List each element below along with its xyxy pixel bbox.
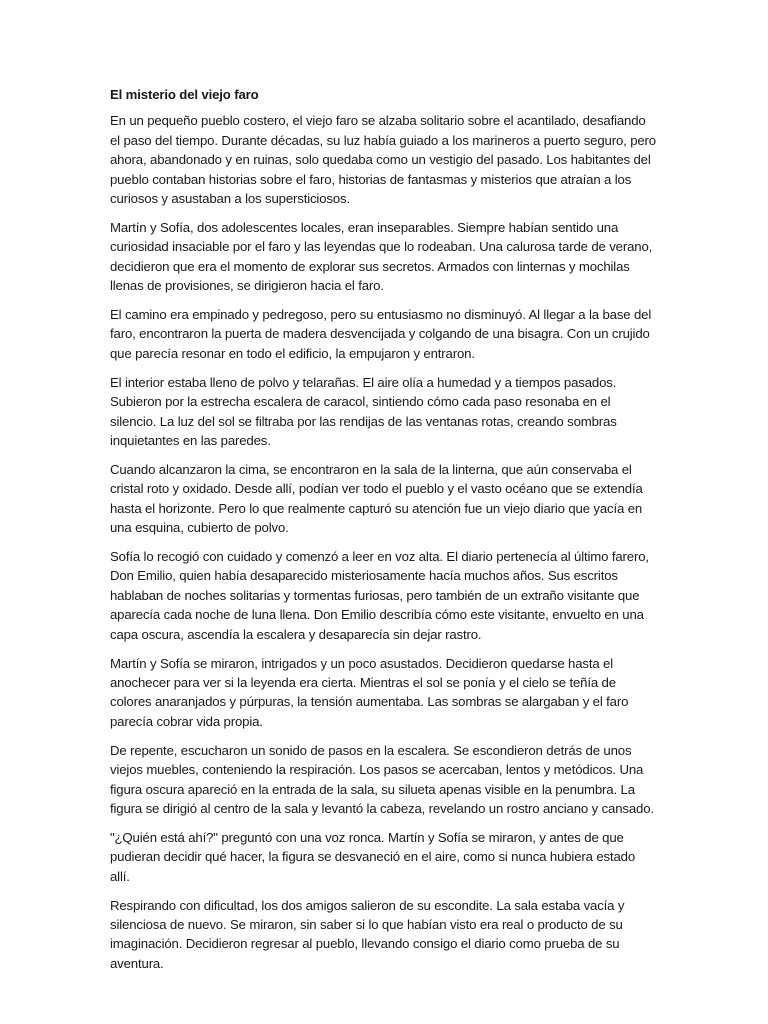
paragraph-9: "¿Quién está ahí?" preguntó con una voz ronca. Martín y Sofía se miraron, y antes de que pudieran decidir qué hacer, la figura se desvaneció en el aire, como si nunca hubiera estado allí. [110, 829, 636, 884]
document-body [110, 85, 658, 983]
paragraph-4: El interior estaba lleno de polvo y telarañas. El aire olía a humedad y a tiempos pasados. Subieron por la estrecha escalera de caracol, sintiendo cómo cada paso resonaba en el silencio. La luz del sol se filtraba por las rendijas de las ventanas rotas, creando sombras inquietantes en las paredes. [110, 374, 617, 448]
paragraph-10: Respirando con dificultad, los dos amigos salieron de su escondite. La sala estaba vacía y silenciosa de nuevo. Se miraron, sin saber si lo que habían visto era real o producto de su imaginación. Decidieron regresar al pueblo, llevando consigo el diario como prueba de su aventura. [110, 897, 625, 971]
paragraph-1: En un pequeño pueblo costero, el viejo faro se alzaba solitario sobre el acantilado, desafiando el paso del tiempo. Durante décadas, su luz había guiado a los marineros a puerto seguro, pero ahora, abandonado y en ruinas, solo quedaba como un vestigio del pasado. Los habitantes del pueblo contaban historias sobre el faro, historias de fantasmas y misterios que atraían a los curiosos y asustaban a los supersticiosos. [110, 113, 656, 207]
paragraph-8: De repente, escucharon un sonido de pasos en la escalera. Se escondieron detrás de unos viejos muebles, conteniendo la respiración. Los pasos se acercaban, lentos y metódicos. Una figura oscura apareció en la entrada de la sala, su silueta apenas visible en la penumbra. La figura se dirigió al centro de la sala y levantó la cabeza, revelando un rostro anciano y cansado. [110, 742, 654, 816]
paragraph-3: El camino era empinado y pedregoso, pero su entusiasmo no disminuyó. Al llegar a la base del faro, encontraron la puerta de madera desvencijada y colgando de una bisagra. Con un crujido que parecía resonar en todo el edificio, la empujaron y entraron. [110, 307, 652, 361]
paragraph-6: Sofía lo recogió con cuidado y comenzó a leer en voz alta. El diario pertenecía al último farero, Don Emilio, quien había desaparecido misteriosamente hacía muchos años. Sus escritos hablaban de noches solitarias y tormentas furiosas, pero también de un extraño visitante que aparecía cada noche de luna llena. Don Emilio describía cómo este visitante, envuelto en una capa oscura, ascendía la escalera y desaparecía sin dejar rastro. [110, 549, 649, 642]
document-title: El misterio del viejo faro [110, 87, 259, 102]
paragraph-7: Martín y Sofía se miraron, intrigados y un poco asustados. Decidieron quedarse hasta el anochecer para ver si la leyenda era cierta. Mientras el sol se ponía y el cielo se teñía de colores anaranjados y púrpuras, la tensión aumentaba. Las sombras se alargaban y el faro parecía cobrar vida propia. [110, 655, 629, 729]
paragraph-5: Cuando alcanzaron la cima, se encontraron en la sala de la linterna, que aún conservaba el cristal roto y oxidado. Desde allí, podían ver todo el pueblo y el vasto océano que se extendía hasta el horizonte. Pero lo que realmente capturó su atención fue un viejo diario que yacía en una esquina, cubierto de polvo. [110, 461, 643, 536]
paragraph-2: Martín y Sofía, dos adolescentes locales, eran inseparables. Siempre habían sentido una curiosidad insaciable por el faro y las leyendas que lo rodeaban. Una calurosa tarde de verano, decidieron que era el momento de explorar sus secretos. Armados con linternas y mochilas llenas de provisiones, se dirigieron hacia el faro. [110, 219, 653, 294]
